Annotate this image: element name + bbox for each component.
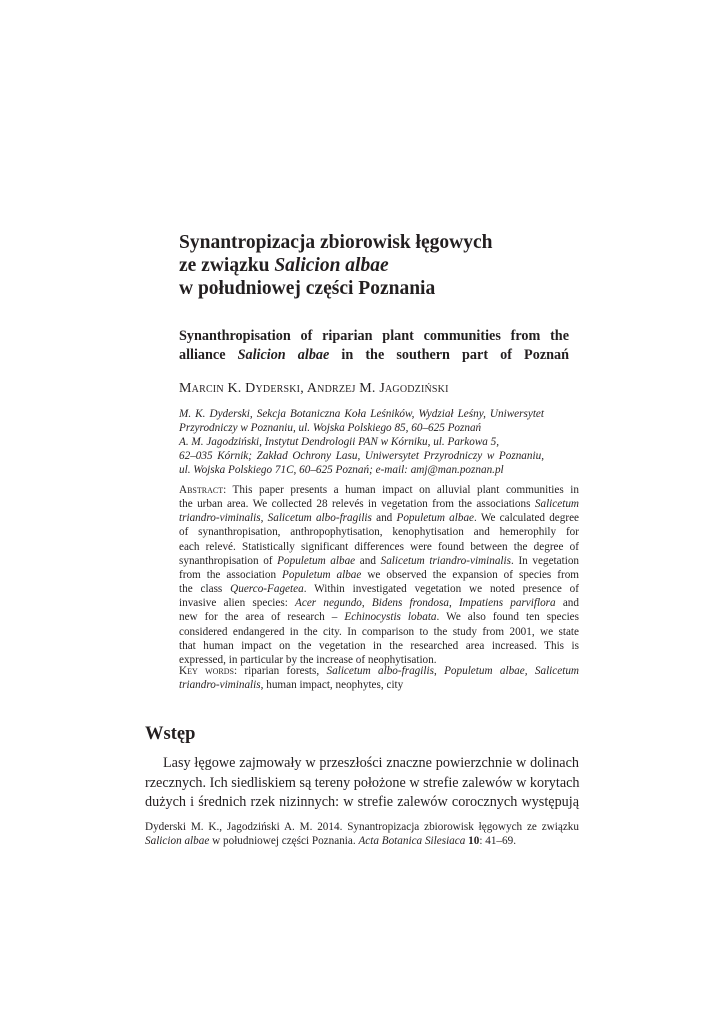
abstract-text: from the association <box>179 568 283 581</box>
english-title-line-1: Synanthropisation of riparian plant communities from the <box>179 328 569 344</box>
abstract-text: , <box>448 597 459 610</box>
abstract-italic: Impatiens parviflora <box>458 597 556 610</box>
abstract-italic: Populetum albae <box>396 512 475 525</box>
keywords-italic: Populetum albae, Salicetum <box>444 665 579 677</box>
abstract-line: considered endangered in the city. In comparison to the study from 2001, we state <box>179 625 579 638</box>
title-line-2 <box>179 254 599 277</box>
keywords-text: , human impact, neophytes, city <box>260 679 404 692</box>
body-text <box>145 754 579 813</box>
abstract-italic: Salicetum <box>534 498 579 511</box>
abstract-text: . Within investigated vegetation we noted presence of <box>303 583 579 596</box>
english-title <box>179 327 569 365</box>
title-line-2-text: ze związku <box>179 255 275 276</box>
authors: Marcin K. Dyderski, Andrzej M. Jagodziński <box>179 381 449 396</box>
body-line: rzecznych. Ich siedliskiem są tereny położone w strefie zalewów w korytach <box>145 774 580 791</box>
keywords-text: , <box>433 665 445 677</box>
abstract-italic: Populetum albae <box>282 568 362 581</box>
abstract-line <box>179 483 579 497</box>
abstract-line: each relevé. Statistically significant differences were found between the degree of <box>179 540 579 553</box>
abstract-line <box>179 582 579 596</box>
citation-text: : 41–69. <box>479 835 516 848</box>
abstract-italic: Querco-Fagetea <box>230 583 304 596</box>
section-heading: Wstęp <box>145 724 196 744</box>
abstract-italic: Salicetum triandro-viminalis <box>380 554 512 567</box>
affiliation-line: ul. Wojska Polskiego 71C, 60–625 Poznań; e-mail: amj@man.poznan.pl <box>179 464 504 477</box>
english-title-line-2-italic: Salicion albae <box>237 347 330 363</box>
abstract-italic: triandro-viminalis, Salicetum albo-fragilis <box>179 512 372 525</box>
abstract-line <box>179 511 579 525</box>
abstract-text: . We calculated degree <box>474 512 580 525</box>
abstract <box>179 483 579 667</box>
keywords-text: : riparian forests, <box>233 665 327 677</box>
abstract-text: the urban area. We collected 28 relevés in vegetation from the associations <box>179 498 535 511</box>
citation-text: w południowej części Poznania. <box>209 835 359 848</box>
keywords-italic: triandro-viminalis <box>179 679 261 692</box>
title-line-1: Synantropizacja zbiorowisk łęgowych <box>179 232 493 253</box>
polish-title <box>179 231 599 300</box>
abstract-text: and <box>371 512 397 525</box>
affiliation-line: 62–035 Kórnik; Zakład Ochrony Lasu, Uniwersytet Przyrodniczy w Poznaniu, <box>179 450 544 463</box>
abstract-text: we observed the expansion of species from <box>361 568 580 581</box>
abstract-line: expressed, in particular by the increase of neophytisation. <box>179 653 437 666</box>
english-title-line-2-pre: alliance <box>179 347 238 363</box>
abstract-line <box>179 568 579 582</box>
abstract-line <box>179 596 579 610</box>
abstract-text: the class <box>179 583 231 596</box>
abstract-text: , <box>361 597 372 610</box>
abstract-text: . In vegetation <box>511 554 580 567</box>
citation <box>145 820 579 848</box>
abstract-line <box>179 554 579 568</box>
keywords-line <box>179 678 579 692</box>
abstract-text: : This paper presents a human impact on alluvial plant communities in <box>223 484 579 496</box>
title-line-2-italic: Salicion albae <box>274 255 389 276</box>
abstract-line: that human impact on the vegetation in the researched area increased. This is <box>179 639 579 652</box>
keywords <box>179 664 579 692</box>
title-line-3: w południowej części Poznania <box>179 278 436 299</box>
abstract-italic: Populetum albae <box>277 554 356 567</box>
abstract-label: Abstract <box>179 484 224 496</box>
keywords-italic: Salicetum albo-fragilis <box>326 665 434 677</box>
affiliation-line: M. K. Dyderski, Sekcja Botaniczna Koła Leśników, Wydział Leśny, Uniwersytet <box>179 408 544 420</box>
abstract-text: and <box>355 554 381 567</box>
abstract-text: and <box>555 597 579 610</box>
abstract-line: of synanthropisation, anthropophytisation, kenophytisation and hemerophily for <box>179 526 579 539</box>
body-line: dużych i średnich rzek nizinnych: w strefie zalewów corocznych występują <box>145 794 579 810</box>
english-title-line-2-post: in the southern part of Poznań <box>329 347 569 363</box>
affiliation-line: A. M. Jagodziński, Instytut Dendrologii PAN w Kórniku, ul. Parkowa 5, <box>179 436 500 449</box>
citation-italic: Acta Botanica Silesiaca <box>358 835 466 848</box>
citation-volume: 10 <box>468 835 480 848</box>
abstract-line <box>179 497 579 511</box>
affiliations <box>179 407 544 477</box>
abstract-italic: Echinocystis lobata <box>344 611 437 624</box>
affiliation-line: Przyrodniczy w Poznaniu, ul. Wojska Polskiego 85, 60–625 Poznań <box>179 422 482 435</box>
abstract-text: new for the area of research – <box>179 611 345 624</box>
abstract-italic: Bidens frondosa <box>371 597 449 610</box>
citation-line <box>145 834 579 848</box>
citation-line: Dyderski M. K., Jagodziński A. M. 2014. Synantropizacja zbiorowisk łęgowych ze związku <box>145 821 579 833</box>
keywords-line <box>179 664 579 678</box>
abstract-text: invasive alien species: <box>179 597 296 610</box>
abstract-italic: Acer negundo <box>295 597 362 610</box>
body-line: Lasy łęgowe zajmowały w przeszłości znaczne powierzchnie w dolinach <box>163 755 579 771</box>
keywords-label: Key words <box>179 665 234 677</box>
english-title-line-2 <box>179 346 569 365</box>
abstract-text: synanthropisation of <box>179 554 278 567</box>
abstract-line <box>179 610 579 624</box>
abstract-text: . We also found ten species <box>436 611 579 624</box>
citation-italic: Salicion albae <box>145 835 210 848</box>
